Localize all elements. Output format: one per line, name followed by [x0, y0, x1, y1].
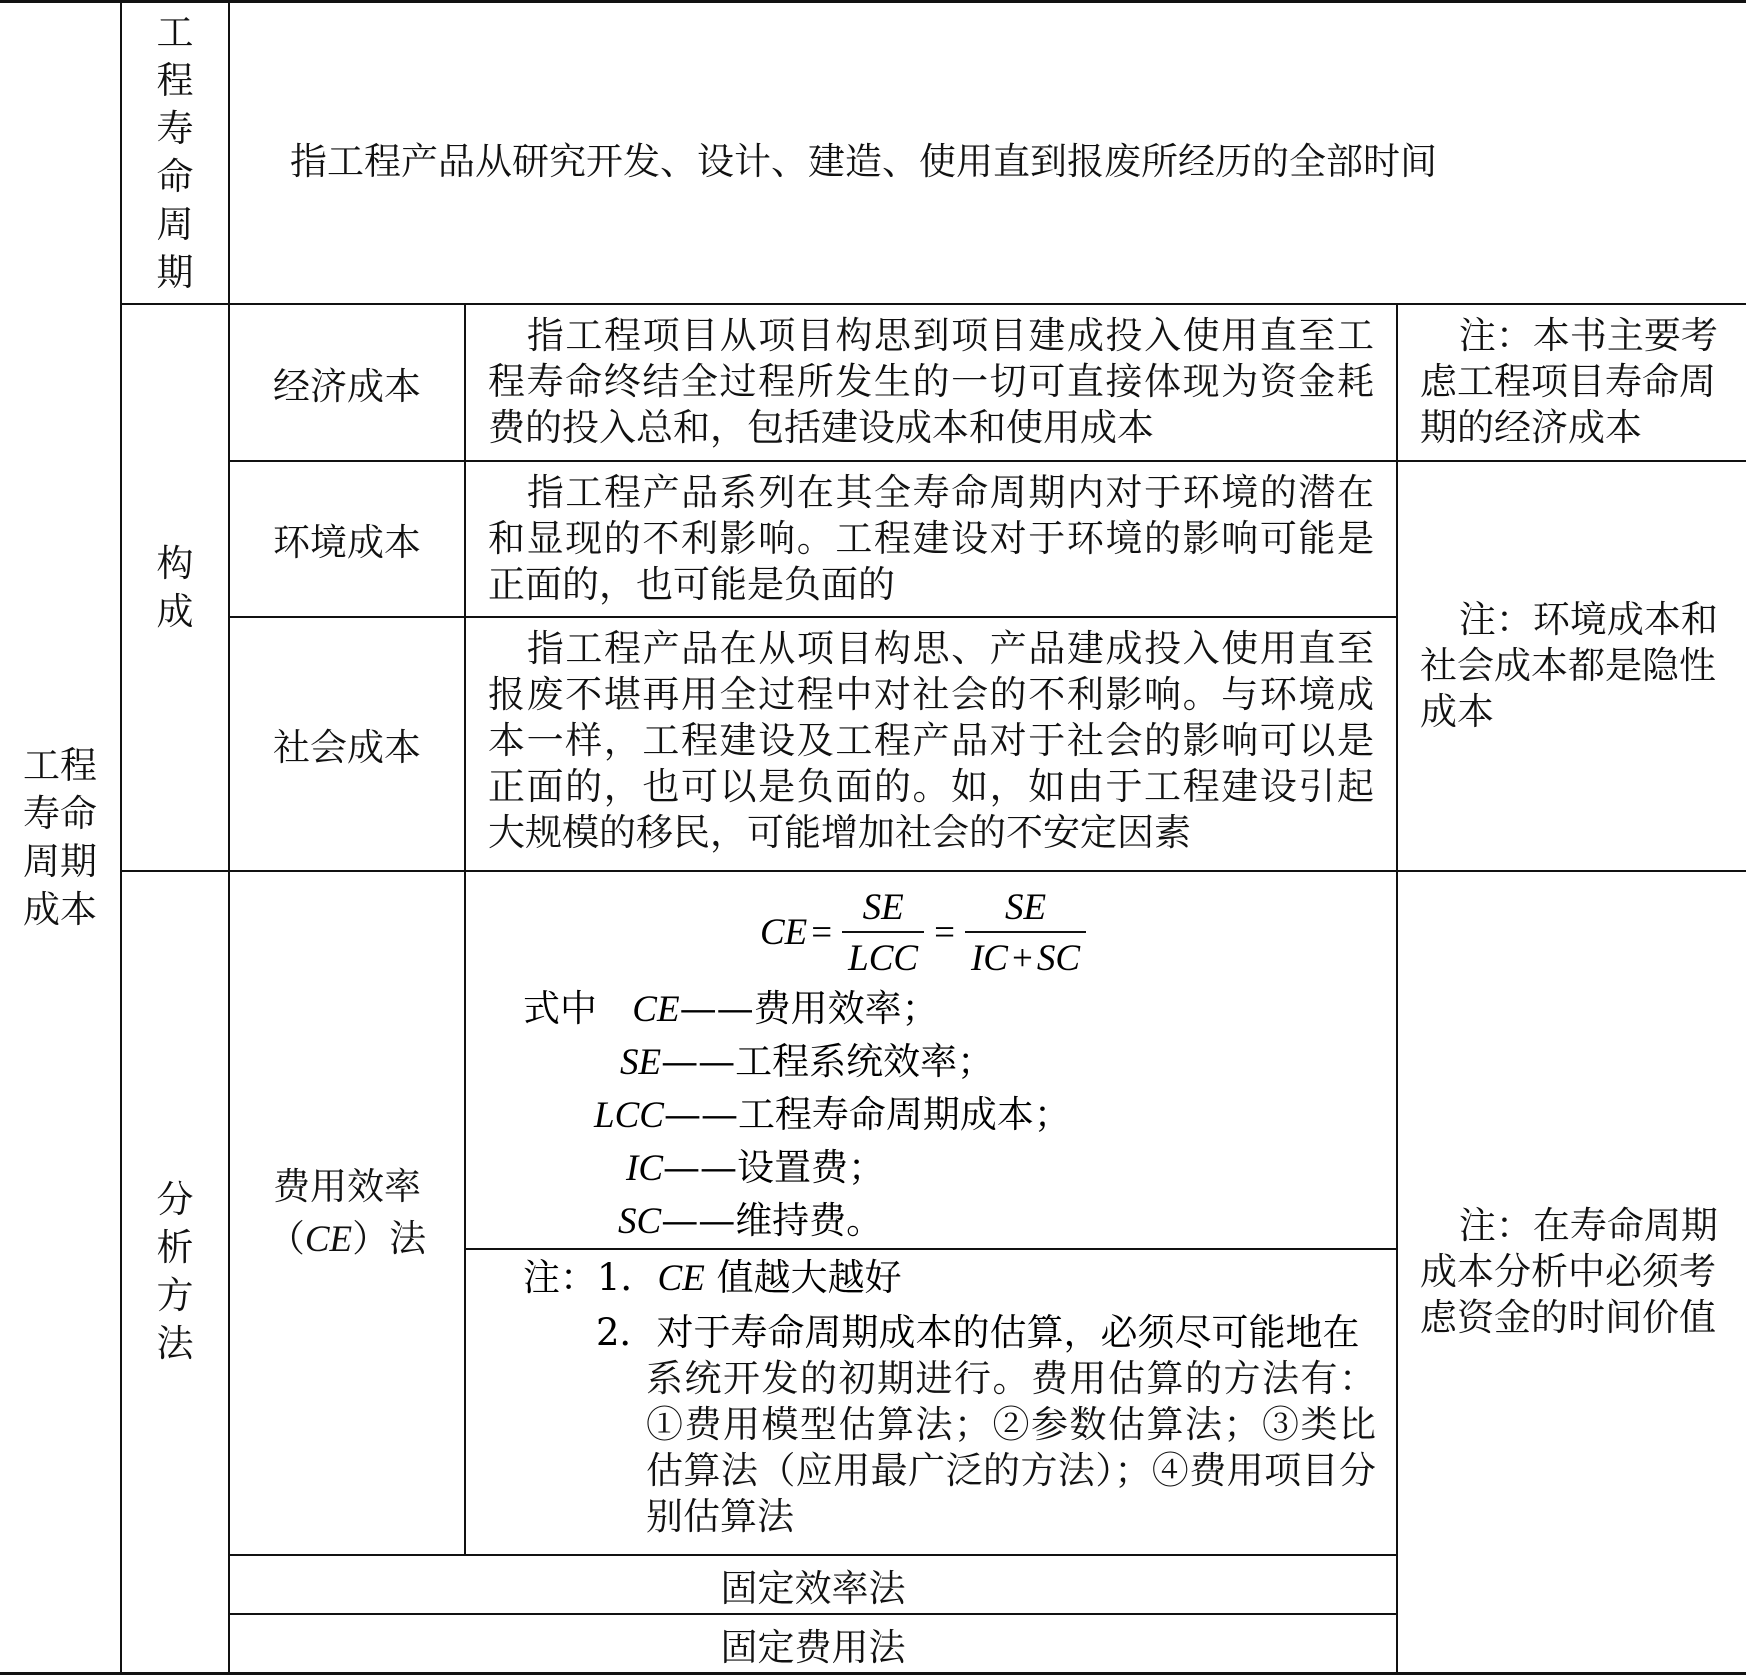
- formula-den-2a: IC: [970, 937, 1008, 979]
- analysis-label-cell: [122, 872, 228, 1672]
- environmental-cost-name: 环境成本: [273, 521, 421, 564]
- ce-notes-prefix: 注：1．: [523, 1256, 658, 1299]
- formula-plus: +: [1011, 937, 1033, 979]
- environmental-cost-desc-cell: [466, 462, 1396, 616]
- ce-method-name-cell: [230, 872, 464, 1554]
- note-env-social: 注：环境成本和社会成本都是隐性成本: [1420, 598, 1718, 733]
- ce-note1-text: 值越大越好: [704, 1256, 902, 1299]
- where-dash-se: ——: [661, 1040, 736, 1083]
- where-dash-ce: ——: [679, 987, 754, 1030]
- ce-note2-num: 2．: [596, 1311, 657, 1354]
- social-cost-desc: 指工程产品在从项目构思、产品建成投入使用直至报废不堪再用全过程中对社会的不利影响。与环境成本一样，工程建设及工程产品对于社会的影响可以是正面的，也可以是负面的。如，如由于工程建设引起大规模的移民，可能增加社会的不安定因素: [488, 627, 1374, 854]
- lifecycle-label: 工程寿命周期: [156, 11, 194, 294]
- where-line-sc: [618, 1195, 883, 1248]
- ce-formula: [760, 885, 1092, 980]
- where-dash-lcc: ——: [663, 1093, 738, 1136]
- where-sym-lcc: LCC: [594, 1095, 664, 1136]
- where-line-ce: [523, 983, 939, 1036]
- ce-method-name-prefix: 费用效率: [273, 1164, 421, 1208]
- root-label-cell: [0, 3, 120, 1672]
- analysis-note: 注：在寿命周期成本分析中必须考虑资金的时间价值: [1420, 1204, 1718, 1339]
- where-sym-ic: IC: [626, 1148, 663, 1189]
- where-text-se: 工程系统效率；: [735, 1040, 995, 1083]
- economic-cost-desc-cell: [466, 305, 1396, 460]
- formula-num-1: SE: [862, 886, 904, 928]
- fixed-cost-cell: [230, 1615, 1396, 1672]
- where-sym-se: SE: [620, 1042, 662, 1083]
- where-sym-ce: CE: [632, 989, 680, 1030]
- ce-note2-first: 对于寿命周期成本的估算，必须尽可能地在: [656, 1311, 1360, 1354]
- formula-eq-2: =: [934, 912, 955, 953]
- ce-method-name: [268, 1161, 426, 1266]
- fixed-efficiency: 固定效率法: [720, 1566, 906, 1610]
- fixed-cost: 固定费用法: [720, 1625, 906, 1669]
- note-economic: 注：本书主要考虑工程项目寿命周期的经济成本: [1420, 314, 1718, 449]
- note-env-social-cell: [1398, 462, 1746, 870]
- lifecycle-definition: 指工程产品从研究开发、设计、建造、使用直到报废所经历的全部时间: [290, 140, 1437, 183]
- social-cost-desc-cell: [466, 618, 1396, 870]
- lifecycle-label-cell: [122, 3, 228, 303]
- lifecycle-definition-cell: [230, 3, 1746, 303]
- economic-cost-name-cell: [230, 305, 464, 460]
- ce-note-1: [523, 1255, 902, 1302]
- analysis-note-cell: [1398, 872, 1746, 1672]
- economic-cost-name: 经济成本: [273, 364, 421, 408]
- composition-label-cell: [122, 305, 228, 870]
- where-line-se: [620, 1036, 994, 1089]
- environmental-cost-desc: 指工程产品系列在其全寿命周期内对于环境的潜在和显现的不利影响。工程建设对于环境的影响可能是正面的，也可能是负面的: [488, 471, 1374, 606]
- note-economic-cell: [1398, 305, 1746, 460]
- ce-method-symbol: CE: [304, 1218, 353, 1260]
- where-sym-sc: SC: [618, 1201, 662, 1242]
- formula-fraction-2: [965, 886, 1086, 980]
- where-line-ic: [626, 1142, 885, 1195]
- where-line-lcc: [594, 1089, 1071, 1142]
- formula-den-2b: SC: [1036, 937, 1081, 979]
- where-dash-sc: ——: [661, 1199, 736, 1242]
- ce-note-2-rest: 系统开发的初期进行。费用估算的方法有：①费用模型估算法；②参数估算法；③类比估算法（应用最广泛的方法）；④费用项目分别估算法: [646, 1357, 1376, 1538]
- where-dash-ic: ——: [663, 1146, 737, 1189]
- where-prefix: 式中: [523, 987, 597, 1030]
- ce-method-paren-close: ）法: [352, 1216, 427, 1260]
- where-text-lcc: 工程寿命周期成本；: [737, 1093, 1071, 1136]
- row-divider-ce-notes: [464, 1248, 1396, 1250]
- formula-num-2: SE: [1004, 886, 1047, 928]
- ce-method-paren-open: （: [267, 1216, 305, 1260]
- social-cost-name-cell: [230, 618, 464, 870]
- environmental-cost-name-cell: [230, 462, 464, 616]
- analysis-label: 分析方法: [156, 1178, 194, 1365]
- formula-den-2: [965, 931, 1086, 980]
- ce-note1-symbol: CE: [657, 1258, 705, 1299]
- fixed-efficiency-cell: [230, 1556, 1396, 1613]
- where-text-ic: 设置费；: [737, 1146, 885, 1189]
- where-text-sc: 维持费。: [735, 1199, 884, 1242]
- formula-den-1: LCC: [842, 931, 924, 980]
- formula-fraction-1: [842, 886, 924, 980]
- root-label: 工程寿命周期成本: [23, 743, 97, 931]
- ce-note-2-first-line: [596, 1310, 1360, 1356]
- economic-cost-desc: 指工程项目从项目构思到项目建成投入使用直至工程寿命终结全过程所发生的一切可直接体现为资金耗费的投入总和，包括建设成本和使用成本: [488, 314, 1374, 449]
- social-cost-name: 社会成本: [273, 726, 421, 769]
- formula-lhs: CE: [760, 912, 808, 953]
- where-text-ce: 费用效率；: [753, 987, 939, 1030]
- composition-label: 构成: [156, 541, 194, 633]
- formula-eq-1: =: [811, 912, 833, 953]
